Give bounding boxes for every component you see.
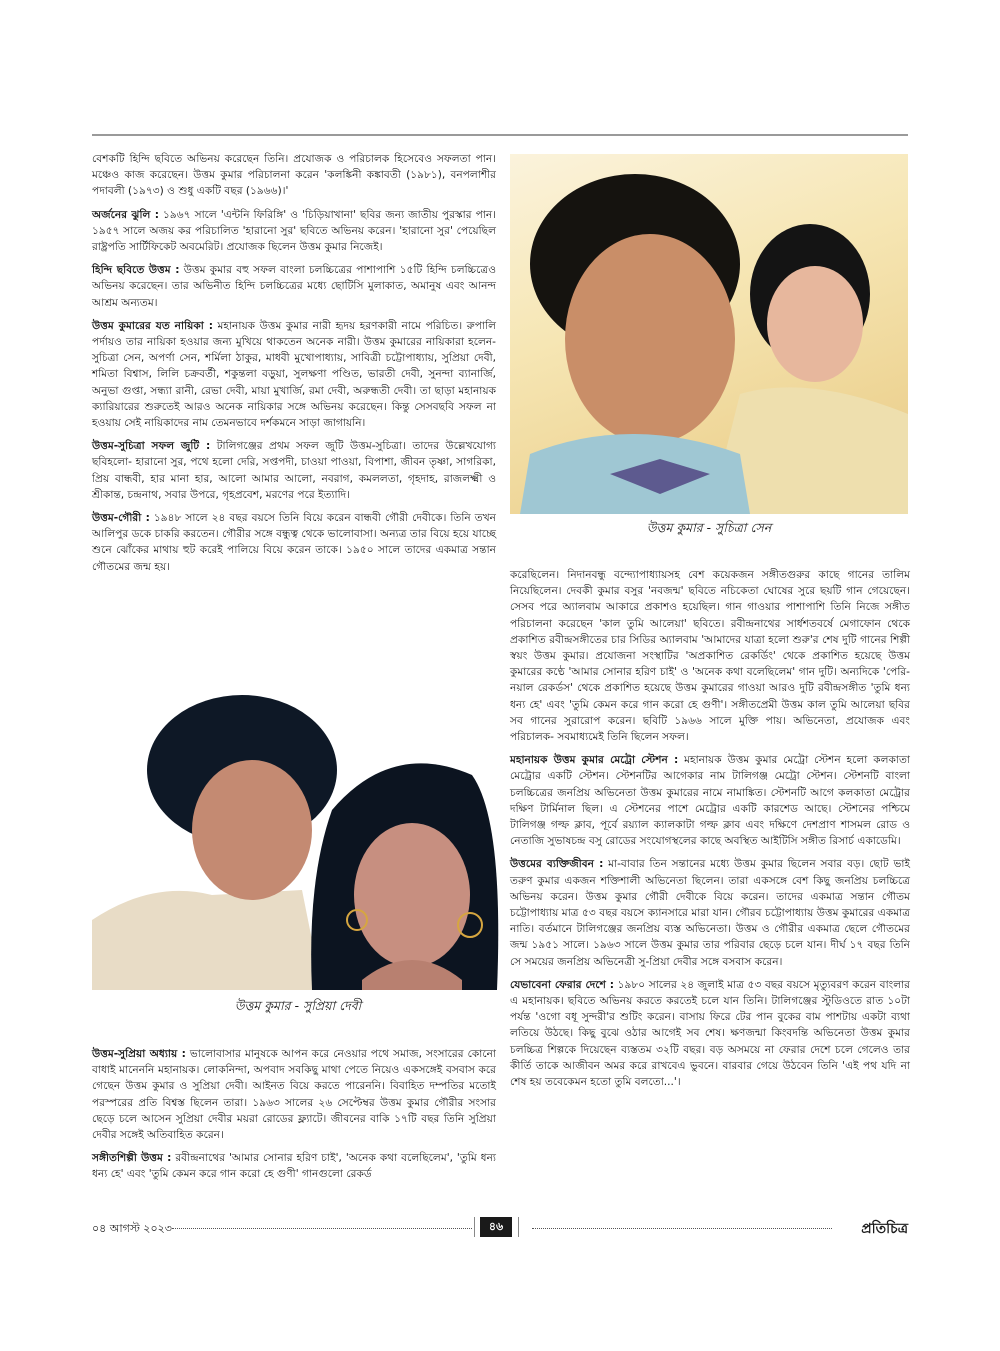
- photo-caption: উত্তম কুমার - সুচিত্রা সেন: [646, 520, 772, 535]
- article-paragraph: করেছিলেন। নিদানবন্ধু বন্দ্যোপাধ্যায়সহ বেশ কয়েকজন সঙ্গীতগুরুর কাছে গানের তালিম নিয়েছিলেন। দেবকী কুমার বসুর 'নবজন্ম' ছবিতে নচিকেতা ঘোষের সুরে ছয়টি গান গেয়েছেন। সেসব পরে অ্যালবাম আকারে প্রকাশও হয়েছিল। গান গাওয়ার পাশাপাশি তিনি নিজে সঙ্গীত পরিচালনা করেছেন 'কাল তুমি আলেয়া' ছবিতে। রবীন্দ্রনাথের সার্ধশতবর্ষে মেগাফোন থেকে প্রকাশিত রবীন্দ্রসঙ্গীতের চার সিডির অ্যালবাম 'আমাদের যাত্রা হলো শুরু'র শেষ দুটি গানের শিল্পী স্বয়ং উত্তম কুমার। প্রযোজনা সংস্থাটির 'অপ্রকাশিত রেকর্ডিং' থেকে প্রকাশিত হয়েছে উত্তম কুমারের কণ্ঠে 'আমার সোনার হরিণ চাই' ও 'অনেক কথা বলেছিলেম' গান দুটি। অন্যদিকে 'পেরি-নয়াল রেকর্ডস' থেকে প্রকাশিত হয়েছে উত্তম কুমারের গাওয়া আরও দুটি রবীন্দ্রসঙ্গীত 'তুমি ধন্য ধন্য হে' এবং 'তুমি কেমন করে গান করো হে গুণী'। সঙ্গীতপ্রেমী উত্তম কাল তুমি আলেয়া ছবির সব গানের সুরারোপ করেন। ছবিটি ১৯৬৬ সালে মুক্তি পায়। অভিনেতা, প্রযোজক এবং পরিচালক- সবমাধ্যমেই তিনি ছিলেন সফল।: [510, 569, 910, 744]
- divider: [518, 1217, 519, 1237]
- photo-illustration: [92, 680, 504, 990]
- section-heading: উত্তম-সুপ্রিয়া অধ্যায় :: [92, 1048, 186, 1060]
- article-paragraph: উত্তমের ব্যক্তিজীবন : মা-বাবার তিন সন্তানের মধ্যে উত্তম কুমার ছিলেন সবার বড়। ছোট ভাই তরুণ কুমার একজন শক্তিশালী অভিনেতা ছিলেন। তারা একসঙ্গে বেশ কিছু জনপ্রিয় চলচ্চিত্রে অভিনয় করেন। উত্তম কুমার গৌরী দেবীকে বিয়ে করেন। তাদের একমাত্র সন্তান গৌতম চট্টোপাধ্যায় মাত্র ৫৩ বছর বয়সে ক্যানসারে মারা যান। গৌরব চট্টোপাধ্যায় উত্তম কুমারের একমাত্র নাতি। বর্তমানে টালিগঞ্জের জনপ্রিয় ব্যস্ত অভিনেতা। উত্তম ও গৌরীর একমাত্র ছেলে গৌতমের জন্ম ১৯৫১ সালে। ১৯৬৩ সালে উত্তম কুমার তার পরিবার ছেড়ে চলে যান। দীর্ঘ ১৭ বছর তিনি সে সময়ের জনপ্রিয় অভিনেত্রী সু-প্রিয়া দেবীর সঙ্গে বসবাস করেন।: [510, 858, 910, 968]
- article-paragraph: হিন্দি ছবিতে উত্তম : উত্তম কুমার বহু সফল বাংলা চলচ্চিত্রের পাশাপাশি ১৫টি হিন্দি চলচ্চিত্রেও অভিনয় করেছেন। তার অভিনীত হিন্দি চলচ্চিত্রের মধ্যে ছোটিসি মুলাকাত, অমানুষ এবং আনন্দ আশ্রম অন্যতম।: [92, 264, 496, 309]
- article-paragraph: সঙ্গীতশিল্পী উত্তম : রবীন্দ্রনাথের 'আমার সোনার হরিণ চাই', 'অনেক কথা বলেছিলেম', 'তুমি ধন্য ধন্য হে' এবং 'তুমি কেমন করে গান করো হে গুণী' গানগুলো রেকর্ড: [92, 1152, 496, 1181]
- section-heading: হিন্দি ছবিতে উত্তম :: [92, 264, 180, 277]
- article-paragraph: উত্তম-সুচিত্রা সফল জুটি : টালিগঞ্জের প্রথম সফল জুটি উত্তম-সুচিত্রা। তাদের উল্লেখযোগ্য ছবিহলো- হারানো সুর, পথে হলো দেরি, সপ্তপদী, চাওয়া পাওয়া, বিপাশা, জীবন তৃষ্ণা, সাগরিকা, প্রিয় বান্ধবী, হার মানা হার, আলো আমার আলো, নবরাগ, কমললতা, গৃহদাহ, রাজলক্ষ্মী ও শ্রীকান্ত, চন্দ্রনাথ, সবার উপরে, গৃহপ্রবেশ, মরণের পরে ইত্যাদি।: [92, 440, 496, 501]
- article-paragraph: যেভাবেনা ফেরার দেশে : ১৯৮০ সালের ২৪ জুলাই মাত্র ৫৩ বছর বয়সে মৃত্যুবরণ করেন বাংলার এ মহানায়ক। ছবিতে অভিনয় করতে করতেই চলে যান তিনি। টালিগঞ্জের স্টুডিওতে রাত ১০টা পর্যন্ত 'ওগো বধূ সুন্দরী'র শুটিং করেন। বাসায় ফিরে টের পান বুকের বাম পাশটায় একটা ব্যথা লতিয়ে উঠছে। কিছু বুঝে ওঠার আগেই সব শেষ। ক্ষণজন্মা কিংবদন্তি অভিনেতা উত্তম কুমার চলচ্চিত্র শিল্পকে দিয়েছেন ব্যস্ততম ৩২টি বছর। বড় অসময়ে না ফেরার দেশে চলে গেলেও তার কীর্তি তাকে আজীবন অমর করে রাখবেএ ভুবনে। বারবার গেয়ে উঠবেন তিনি 'এই পথ যদি না শেষ হয় তবেকেমন হতো তুমি বলতো...'।: [510, 978, 911, 1089]
- left-column-bottom: [92, 1046, 496, 1190]
- page-number: ৪৬: [480, 1217, 512, 1237]
- dotted-leader: [532, 1220, 832, 1229]
- photo-uttam-suchitra: [510, 154, 908, 514]
- section-heading: উত্তম-সুচিত্রা সফল জুটি :: [92, 440, 211, 453]
- photo-caption: উত্তম কুমার - সুপ্রিয়া দেবী: [234, 998, 362, 1013]
- issue-date: ০৪ আগস্ট ২০২৩: [92, 1222, 172, 1235]
- article-paragraph: উত্তম-সুপ্রিয়া অধ্যায় : ভালোবাসার মানুষকে আপন করে নেওয়ার পথে সমাজ, সংসারের কোনো বাধাই মানেননি মহানায়ক। লোকনিন্দা, অপবাদ সবকিছু মাথা পেতে নিয়েও একসঙ্গেই বসবাস করে গেছেন উত্তম কুমার ও সুপ্রিয়া দেবী। আইনত বিয়ে করতে পারেননি। বিবাহিত দম্পতির মতোই পরস্পরের প্রতি বিশ্বস্ত ছিলেন তারা। ১৯৬৩ সালের ২৬ সেপ্টেম্বর উত্তম কুমার গৌরীর সংসার ছেড়ে চলে আসেন সুপ্রিয়া দেবীর ময়রা রোডের ফ্ল্যাটে। জীবনের বাকি ১৭টি বছর তিনি সুপ্রিয়া দেবীর সঙ্গেই অতিবাহিত করেন।: [92, 1048, 497, 1142]
- article-paragraph: বেশকটি হিন্দি ছবিতে অভিনয় করেছেন তিনি। প্রযোজক ও পরিচালক হিসেবেও সফলতা পান। মঞ্চেও কাজ করেছেন। উত্তম কুমার পরিচালনা করেন 'কলঙ্কিনী কঙ্কাবতী (১৯৮১), বনপলাশীর পদাবলী (১৯৭৩) ও শুধু একটি বছর (১৯৬৬)।': [92, 153, 496, 198]
- top-rule: [92, 134, 908, 136]
- publication-logo: প্রতিচিত্র: [861, 1221, 908, 1237]
- dotted-leader: [172, 1220, 472, 1229]
- article-paragraph: মহানায়ক উত্তম কুমার মেট্রো স্টেশন : মহানায়ক উত্তম কুমার মেট্রো স্টেশন হলো কলকাতা মেট্রোর একটি স্টেশন। স্টেশনটির আগেকার নাম টালিগঞ্জ মেট্রো স্টেশন। স্টেশনটি বাংলা চলচ্চিত্রের জনপ্রিয় অভিনেতা উত্তম কুমারের নামে নামাঙ্কিত। স্টেশনটি আগে কলকাতা মেট্রোর দক্ষিণ টার্মিনাল ছিল। এ স্টেশনের পাশে মেট্রোর একটি কারশেড আছে। স্টেশনের পশ্চিমে টালিগঞ্জ গল্ফ ক্লাব, পূর্বে রয়্যাল ক্যালকাটা গল্ফ ক্লাব এবং দক্ষিণে দেশপ্রাণ শাসমল রোড ও নেতাজি সুভাষচন্দ্র বসু রোডের সংযোগস্থলের কাছে অবস্থিত আইটিসি সঙ্গীত রিসার্চ একাডেমি।: [510, 754, 911, 848]
- article-paragraph: অর্জনের ঝুলি : ১৯৬৭ সালে 'এন্টনি ফিরিঙ্গি' ও 'চিড়িয়াখানা' ছবির জন্য জাতীয় পুরস্কার পান। ১৯৫৭ সালে অজয় কর পরিচালিত 'হারানো সুর' ছবিতে অভিনয় করেন। 'হারানো সুর' পেয়েছিল রাষ্ট্রপতি সার্টিফিকেট অবমেরিট। প্রযোজক ছিলেন উত্তম কুমার নিজেই।: [92, 208, 496, 254]
- article-paragraph: উত্তম-গৌরী : ১৯৪৮ সালে ২৪ বছর বয়সে তিনি বিয়ে করেন বান্ধবী গৌরী দেবীকে। তিনি তখন আলিপুর ডকে চাকরি করতেন। গৌরীর সঙ্গে বন্ধুত্ব থেকে ভালোবাসা। অন্যত্র তার বিয়ে হয়ে যাচ্ছে শুনে ঝোঁকের মাথায় হুট করেই পালিয়ে বিয়ে করেন তাকে। ১৯৫০ সালে তাদের একমাত্র সন্তান গৌতমের জন্ম হয়।: [92, 512, 496, 573]
- section-heading: উত্তম কুমারের যত নায়িকা :: [92, 319, 213, 332]
- photo-uttam-supriya: [92, 680, 504, 990]
- photo-illustration: [510, 154, 908, 514]
- left-column: [92, 151, 496, 582]
- right-column: [510, 567, 910, 1097]
- divider: [474, 1217, 475, 1237]
- section-heading: উত্তমের ব্যক্তিজীবন :: [510, 858, 604, 871]
- article-paragraph: উত্তম কুমারের যত নায়িকা : মহানায়ক উত্তম কুমার নারী হৃদয় হরণকারী নামে পরিচিত। রুপালি পর্দায়ও তার নায়িকা হওয়ার জন্য মুখিয়ে থাকতেন অনেক নারী। উত্তম কুমারের নায়িকারা হলেন- সুচিত্রা সেন, অপর্ণা সেন, শর্মিলা ঠাকুর, মাধবী মুখোপাধ্যায়, সাবিত্রী চট্টোপাধ্যায়, সুপ্রিয়া দেবী, শমিতা বিশ্বাস, লিলি চক্রবর্তী, শকুন্তলা বড়ুয়া, সুলক্ষণা পণ্ডিত, ভারতী দেবী, সুনন্দা ব্যানার্জি, অনুভা গুপ্তা, সন্ধ্যা রানী, রেভা দেবী, মায়া মুখার্জি, রমা দেবী, অরুন্ধতী দেবী। তা ছাড়া মহানায়ক ক্যারিয়ারের শুরুতেই আরও অনেক নায়িকার সঙ্গে অভিনয় করেছেন। কিন্তু সেসবছবি সফল না হওয়ায় সেই নায়িকাদের নাম তেমনভাবে দর্শকমনে সাড়া জাগায়নি।: [92, 319, 496, 430]
- section-heading: মহানায়ক উত্তম কুমার মেট্রো স্টেশন :: [510, 754, 679, 767]
- section-heading: উত্তম-গৌরী :: [92, 512, 150, 525]
- section-heading: যেভাবেনা ফেরার দেশে :: [510, 978, 615, 991]
- page-footer: [92, 1217, 908, 1239]
- section-heading: সঙ্গীতশিল্পী উত্তম :: [92, 1152, 172, 1165]
- section-heading: অর্জনের ঝুলি :: [92, 208, 159, 221]
